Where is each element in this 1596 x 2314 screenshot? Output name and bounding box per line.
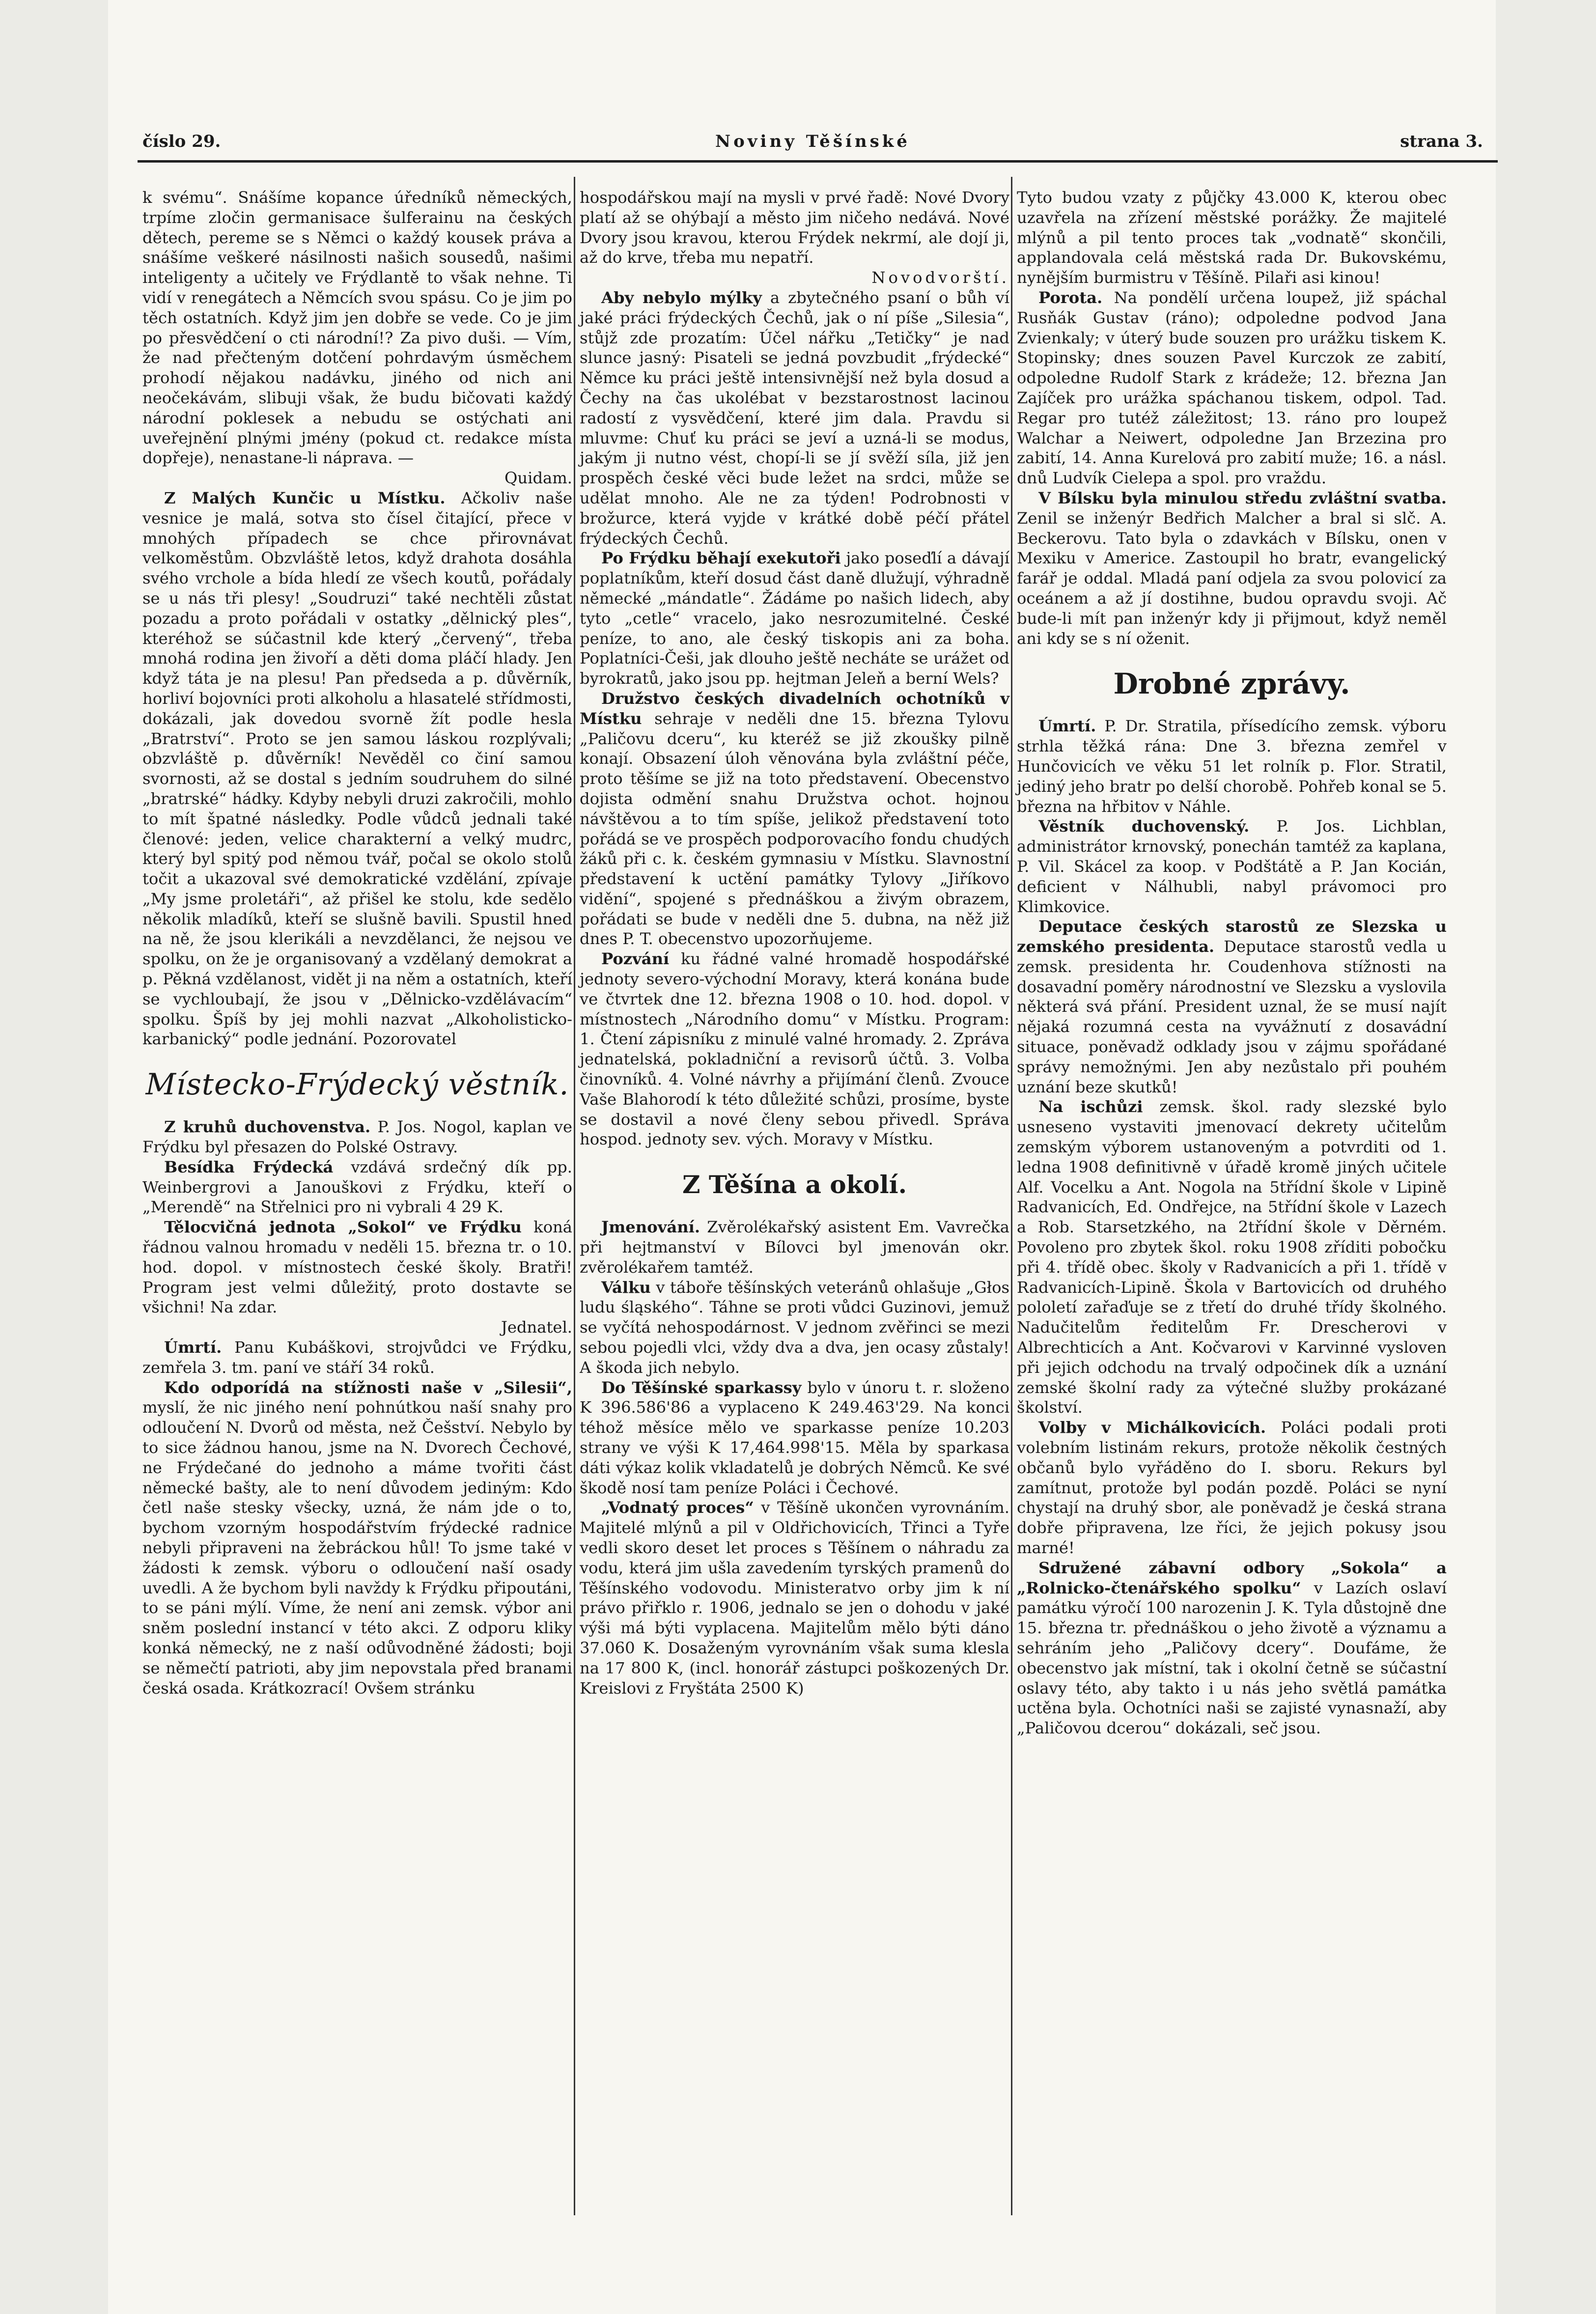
- article-headline: Volby v Michálkovicích.: [1038, 1418, 1266, 1437]
- article-text: ku řádné valné hromadě hospodářské jednoty severo-východní Moravy, která konána bude ve čtvrtek dne 12. března 1908 o 10. hod. dopol. v místnostech „Národního domu“ v Místku. Program: 1. Čtení zápisníku z minulé valné hromady. 2. Zpráva jednatelská, pokladniční a revisorů účtů. 3. Volba činovníků. 4. Volné návrhy a přijímání členů. Zvouce Vaše Blahorodí k této důležité schůzi, prosíme, byste se dostavil a nové členy sebou přivedl. Správa hospod. jednoty sev. vých. Moravy v Místku.: [580, 949, 1009, 1149]
- section-heading: Z Těšína a okolí.: [682, 1170, 907, 1199]
- article-text: k svému“. Snášíme kopance úředníků německých, trpíme zločin germanisace šulferainu na českých dětech, pereme se s Němci o každý kousek práva a snášíme veškeré násilnosti našich sousedů, našimi inteligenty a učitely ve Frýdlantě to však nehne. Ti vidí v renegátech a Němcích svou spásu. Co je jim po těch ostatních. Když jim jen dobře se vede. Co je jim po přesvědčení o cti národní!? Za pivo duši. — Vím, že nad přečteným dotčení pohrdavým úsměchem prohodí nějakou nadávku, jiného od nich ani neočekávám, slibuji však, že budu bičovati každý národní poklesek a nebudu se ostýchati ani uveřejnění plnými jmény (pokud ct. redakce místa dopřeje), nenastane-li náprava. —: [142, 188, 572, 468]
- article: [580, 1217, 1009, 1277]
- article-headline: Deputace českých starostů ze Slezska u zemského presidenta.: [1017, 917, 1447, 956]
- article-text: Panu Kubáškovi, strojvůdci ve Frýdku, zemřela 3. tm. paní ve stáří 34 roků.: [142, 1338, 572, 1377]
- article-text: P. Jos. Lichblan, administrátor krnovský, ponechán tamtéž za kaplana, P. Vil. Skácel za koop. v Podštátě a P. Jan Kocián, deficient v Nálhubli, nabyl právomoci pro Klimkovice.: [1017, 817, 1447, 916]
- section-heading: Místecko-Frýdecký věstník.: [145, 1067, 569, 1102]
- article-text: Tyto budou vzaty z půjčky 43.000 K, kterou obec uzavřela na zřízení městské porážky. Že majitelé mlýnů a pil tento proces tak „vodnatě“ skončili, applandovala celá městská rada Dr. Bukovskému, nynějším burmistru v Těšíně. Pilaři asi kinou!: [1017, 188, 1447, 287]
- article: [580, 1498, 1009, 1698]
- article: [580, 949, 1009, 1149]
- column-divider: [1011, 177, 1012, 2215]
- article-headline: Kdo odporídá na stížnosti naše v „Silesii“,: [164, 1378, 572, 1397]
- article: [142, 1217, 572, 1317]
- issue-number: číslo 29.: [142, 132, 221, 151]
- article-text: P. Dr. Stratila, přísedícího zemsk. výboru strhla těžká rána: Dne 3. března zemřel v Hunčovicích ve věku 51 let rolník p. Flor. Stratil, jediný jeho bratr po delší chorobě. Pohřeb konal se 5. března na hřbitov v Náhle.: [1017, 717, 1447, 816]
- article-text: hospodářskou mají na mysli v prvé řadě: Nové Dvory platí až se ohýbají a město jim ničeho nedává. Nové Dvory jsou kravou, kterou Frýdek nekrmí, ale dojí ji, až do krve, třeba mu nepatří.: [580, 188, 1009, 267]
- article: [1017, 716, 1447, 816]
- article-headline: Pozvání: [601, 949, 670, 969]
- article: [580, 1278, 1009, 1378]
- column-1: [142, 188, 572, 1698]
- article: [580, 288, 1009, 548]
- article: [1017, 816, 1447, 917]
- article: [1017, 1418, 1447, 1558]
- article-headline: Tělocvičná jednota „Sokol“ ve Frýdku: [164, 1218, 522, 1237]
- article-headline: Sdružené zábavní odbory „Sokola“ a „Rolnicko-čtenářského spolku“: [1017, 1558, 1447, 1597]
- column-divider: [574, 177, 575, 2215]
- signature: Novodvorští.: [871, 268, 1009, 287]
- article-headline: V Bílsku byla minulou středu zvláštní svatba.: [1038, 488, 1447, 507]
- article-headline: Z Malých Kunčic u Místku.: [164, 488, 446, 507]
- article: [1017, 1558, 1447, 1738]
- article-headline: Věstník duchovenský.: [1038, 817, 1250, 836]
- article: [580, 548, 1009, 689]
- signature: Jednatel.: [501, 1318, 572, 1337]
- article-headline: Do Těšínské sparkassy: [601, 1378, 802, 1397]
- article-text: myslí, že nic jiného není pohnútkou naší snahy pro odloučení N. Dvorů od města, než Češství. Nebylo by to sice žádnou hanou, jsme na N. Dvorech Čechové, ne Frýdečané do jednoho a máme tvořiti část německé bašty, ale to není důvodem jediným: Kdo četl naše stesky všecky, uzná, že nám jde o to, bychom vzorným hospodářstvím frýdecké radnice nebyli připraveni na žebráckou hůl! To jsme také v žádosti k zemsk. výboru o odloučení naší osady uvedli. A že bychom byli navždy k Frýdku připoutáni, to se páni mýlí. Víme, že není ani zemsk. výbor ani sněm poslední instancí v této akci. Z odporu kliky konká německý, ne z naší odůvodněné žádosti; boji se němečtí patrioti, aby jim nepovstala před branami česká osada. Krátkozrací! Ovšem stránku: [142, 1398, 572, 1698]
- article: [142, 1157, 572, 1217]
- article-headline: Z kruhů duchovenstva.: [164, 1117, 371, 1137]
- signature: Quidam.: [504, 469, 572, 488]
- column-3: [1017, 188, 1447, 1738]
- article-text: Na pondělí určena loupež, již spáchal Rusňák Gustav (ráno); odpoledne podvod Jana Zvienkaly; v úterý bude souzen pro urážku tiskem K. Stopinsky; dnes souzen Pavel Kurczok ze zabití, odpoledne Rudolf Stark z krádeže; 12. března Jan Zajíček pro urážka spáchanou tiskem, odpol. Tad. Regar pro tutéž záležitost; 13. ráno pro loupež Walchar a Neiwert, odpoledne Jan Brzezina pro zabití, 14. Anna Kurelová pro zabití muže; 16. a násl. dnů Ludvík Cielepa a spol. pro vraždu.: [1017, 288, 1447, 488]
- article-text: Zvěrolékařský asistent Em. Vavrečka při hejtmanství v Bílovci byl jmenován okr. zvěrolékařem tamtéž.: [580, 1218, 1009, 1277]
- article-text: Ačkoliv naše vesnice je malá, sotva sto čísel čitající, přece v mnohých případech se chce přirovnávat velkoměstům. Obzvláště letos, když drahota dosáhla svého vrchole a bída hledí ze všech koutů, pořádaly se u nás tři plesy! „Soudruzi“ také nechtěli zůstat pozadu a proto pořádali v ostatky „dělnický ples“, kteréhož se súčastnil kde který „červený“, třeba mnohá rodina jen živoří a děti doma pláčí hlady. Jen když táta je na plesu! Pan předseda a p. důvěrník, horliví bojovníci proti alkoholu a hlasatelé střídmosti, dokázali, jak dovedou svorně žít podle hesla „Bratrství“. Proto se jen samou láskou rozplývali; obzvláště p. důvěrník! Nevěděl co činí samou svornosti, až se dostal s jedním soudruhem do silné „bratrské“ hádky. Kdyby nebyli druzi zakročili, mohlo to mít špatné následky. Podle vůdců jednali také členové: jeden, velice charakterní a velký mudrc, který byl spitý pod němou tvář, počal se okolo stolů točit a ukazoval své demokratické vzdělání, zpívaje „My jsme proletáři“, až přišel ke stolu, kde sedělo několik mladíků, kteří se slušně bavili. Spustil hned na ně, že jsou klerikáli a nevzdělanci, že nejsou ve spolku, on že je organisovaný a vzdělaný demokrat a p. Pěkná vzdělanost, vidět ji na něm a ostatních, kteří se vychloubají, že jsou v „Dělnicko-vzdělávacím“ spolku. Špíš by jej mohli nazvat „Alkoholisticko-karbanický“ podle jednání. Pozorovatel: [142, 488, 572, 1049]
- page-number: strana 3.: [1400, 132, 1483, 151]
- article: [142, 1117, 572, 1157]
- newspaper-title: Noviny Těšínské: [715, 132, 910, 151]
- article: [1017, 288, 1447, 488]
- article: [580, 1378, 1009, 1498]
- article: [142, 488, 572, 1049]
- article-headline: Jmenování.: [601, 1218, 700, 1237]
- article-text: Poláci podali proti volebním listinám rekurs, protože několik čestných občanů bylo vyřáděno do I. sboru. Rekurs byl zamítnut, protože byl podán pozdě. Poláci se nyní chystají na druhý sbor, ale poněvadž je česká strana dobře připravena, lze říci, že jejich pokusy jsou marné!: [1017, 1418, 1447, 1557]
- article: [142, 1338, 572, 1378]
- article-headline: Porota.: [1038, 288, 1103, 307]
- header-rule: [138, 160, 1498, 163]
- article-text: Deputace starostů vedla u zemsk. presidenta hr. Coudenhova stížnosti na dosavadní poměry národnostní ve Slezsku a vyslovila některá svá přání. President uznal, že se musí najít nějaká rozumná cesta na vyvážnutí z dosavádní situace, poněvadž odklady jsou v zájmu spořádané správy nemožnými. Jen aby nezůstalo při pouhém uznání beze skutků!: [1017, 937, 1447, 1096]
- article-text: bylo v únoru t. r. složeno K 396.586'86 a vyplaceno K 249.463'29. Na konci téhož měsíce mělo ve sparkasse peníze 10.203 strany ve výši K 17,464.998'15. Měla by sparkasa dáti výkaz kolik vkladatelů je dobrých Němců. Ke své škodě nosí tam peníze Poláci i Čechové.: [580, 1378, 1009, 1497]
- page-header: [142, 132, 1483, 159]
- article-text: koná řádnou valnou hromadu v neděli 15. března tr. o 10. hod. dopol. v místnostech české školy. Bratři! Program jest velmi důležitý, proto dostavte se všichni! Na zdar.: [142, 1218, 572, 1317]
- article-text: Zenil se inženýr Bedřich Malcher a bral si slč. A. Beckerovu. Tato byla o zdavkách v Bílsku, onen v Mexiku v Americe. Zastoupil ho bratr, evangelický farář je oddal. Mladá paní odjela za svou polovicí za oceánem a až jí dostihne, budou opravdu svoji. Ač bude-li mít pan inženýr kdy ji přijmout, když neměl ani kdy se s ní oženit.: [1017, 508, 1447, 648]
- article-text: v táboře těšínských veteránů ohlašuje „Głos ludu śląského“. Táhne se proti vůdci Guzinovi, jemuž se vyčítá nehospodárnost. V jednom zvěřinci se mezi sebou pojedli vlci, vždy dva a dva, jen ocasy zůstaly! A škoda jich nebylo.: [580, 1278, 1009, 1377]
- article-text: zemsk. škol. rady slezské bylo usneseno vystaviti jmenovací dekrety učitelům zemským výborem ustanoveným a potvrditi od 1. ledna 1908 definitivně v úřadě kromě jiných učitele Alf. Vocelku a Ant. Nogola na 5třídní škole v Lipině Radvanicích, Ed. Ondřejce, na 5třídní škole v Lazech a Rob. Starsetzkého, na 2třídní škole v Děrném. Povoleno pro zbytek škol. roku 1908 zříditi pobočku při 4. třídě obec. školy v Radvanicích a při 1. třídě v Radvanicích-Lipině. Škola v Bartovicích od druhého pololetí zařaďuje se z třetí do druhé třídy školného. Nadučitelům ředitelům Fr. Drescherovi v Albrechticích a Ant. Kočvarovi v Karvinné vysloven při jejich odchodu na trvalý odpočinek dík a uznání zemské školní rady za výtečné služby prokázané školství.: [1017, 1097, 1447, 1417]
- article-headline: Družstvo českých divadelních ochotníků v Místku: [580, 689, 1009, 728]
- article: [580, 689, 1009, 949]
- column-2: [580, 188, 1009, 1698]
- article-headline: Válku: [601, 1278, 651, 1297]
- article-text: a zbytečného psaní o bůh ví jaké práci frýdeckých Čechů, jak o ní píše „Silesia“, stůjž zde prozatím: Účel nářku „Tetičky“ je nad slunce jasný: Pisateli se jedná povzbudit „frýdecké“ Němce ku práci ještě intensivnější než byla dosud a Čechy na čas ukolébat v bezstarostnost lacinou radostí z vysvědčení, které jim dala. Pravdu si mluvme: Chuť ku práci se jeví a uzná-li se modus, jakým ji nutno vést, chopí-li se jí svěží síla, již jen prospěch české věci bude ležet na srdci, může se udělat mnoho. Ale ne za týden! Podrobnosti v brožurce, která vyjde v krátké době péčí přátel frýdeckých Čechů.: [580, 288, 1010, 548]
- article-text: v Těšíně ukončen vyrovnáním. Majitelé mlýnů a pil v Oldřichovicích, Třinci a Tyře vedli skoro deset let proces s Těšínem o náhradu za vodu, která jim ušla zavedením tyrských pramenů do Těšínského vodovodu. Ministeratvo orby jim k ní právo přiřklo r. 1906, jednalo se jen o dohodu v jaké výši má býti vyplacena. Majitelům mělo býti dáno 37.060 K. Dosaženým vyrovnáním však suma klesla na 17 800 K, (incl. honorář zástupci poškozených Dr. Kreislovi z Fryštáta 2500 K): [580, 1498, 1009, 1698]
- article-text: P. Jos. Nogol, kaplan ve Frýdku byl přesazen do Polské Ostravy.: [142, 1117, 572, 1157]
- article: [1017, 917, 1447, 1097]
- article-headline: „Vodnatý proces“: [601, 1498, 754, 1517]
- section-heading: Drobné zprávy.: [1113, 667, 1350, 701]
- article: [142, 1378, 572, 1699]
- article: [1017, 1097, 1447, 1418]
- article-text: jako poseďlí a dávají poplatníkům, kteří dosud část daně dlužují, výhradně německé „mándatle“. Žádáme po našich lidech, aby tyto „cetle“ vracelo, jako nesrozumitelné. České peníze, to ano, ale český tiskopis ani za boha. Poplatníci-Češi, jak dlouho ještě necháte se urážet od byrokratů, jako jsou pp. hejtman Jeleň a berní Wels?: [580, 549, 1009, 688]
- article-text: sehraje v neděli dne 15. března Tylovu „Paličovu dceru“, ku kteréž se již zkoušky pilně konají. Obsazení úloh věnována byla zvláštní péče, proto těšíme se již na toto představení. Obecenstvo dojista odmění snahu Družstva ochot. hojnou návštěvou a to tím spíše, jelikož představení toto pořádá se ve prospěch podporovacího fondu chudých žáků při c. k. českém gymnasiu v Místku. Slavnostní představení k uctění památky Tylovy „Jiříkovo vidění“, spojené s přednáškou a živým obrazem, pořádati se bude v neděli dne 5. dubna, na něž již dnes P. T. obecenstvo upozorňujeme.: [580, 709, 1009, 948]
- article-headline: Na ischůzi: [1038, 1097, 1143, 1116]
- article-headline: Po Frýdku běhají exekutoři: [601, 549, 841, 568]
- article-headline: Aby nebylo mýlky: [601, 288, 762, 307]
- article-text: v Lazích oslaví památku výročí 100 narozenin J. K. Tyla důstojně dne 15. března tr. přednáškou o jeho životě a významu a sehráním jeho „Paličovy dcery“. Doufáme, že obecenstvo jak místní, tak i okolní četně se súčastní oslavy této, aby takto i u nás jeho světlá památka uctěna byla. Ochotníci naši se zajisté vynasnaží, aby „Paličovou dcerou“ dokázali, seč jsou.: [1017, 1578, 1447, 1738]
- article-text: vzdává srdečný dík pp. Weinbergrovi a Janouškovi z Frýdku, kteří o „Merendě“ na Střelnici pro ni vybrali 4 29 K.: [142, 1157, 572, 1217]
- article-headline: Besídka Frýdecká: [164, 1157, 334, 1176]
- article-headline: Úmrtí.: [1038, 717, 1096, 736]
- article-headline: Úmrtí.: [164, 1338, 222, 1357]
- article: [1017, 488, 1447, 648]
